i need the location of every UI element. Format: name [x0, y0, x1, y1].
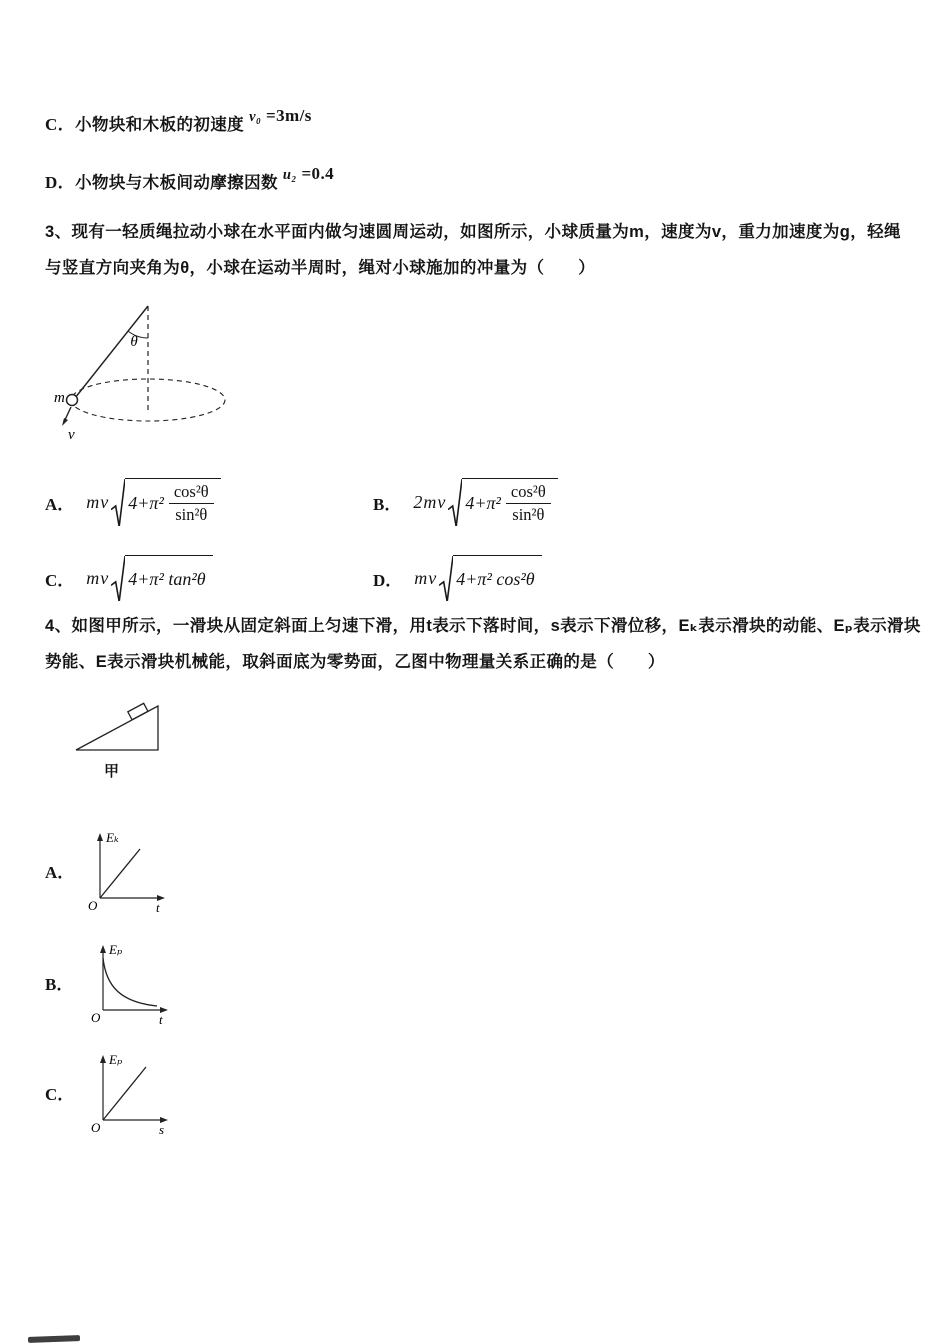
graph-a-ylabel: Eₖ: [106, 830, 119, 845]
question-4-line-2: 势能、E表示滑块机械能，取斜面底为零势面，乙图中物理量关系正确的是（ ）: [45, 653, 665, 671]
square-root: [448, 478, 557, 527]
option-c-text: 小物块和木板的初速度: [75, 116, 245, 134]
v0-value: =3m/s: [261, 106, 312, 125]
radicand-text: 4+π² tan²θ: [128, 568, 206, 589]
radicand-text: 4+π² cos²θ: [456, 568, 535, 589]
graph-b-xlabel: t: [159, 1012, 163, 1027]
graph-b-ep-vs-t: [83, 940, 178, 1032]
scan-artifact-mark: [28, 1335, 80, 1343]
fraction-numerator: cos²θ: [169, 482, 214, 504]
fraction-numerator: cos²θ: [506, 482, 551, 504]
fraction-denominator: sin²θ: [512, 504, 545, 524]
option-d-label: D．: [45, 173, 76, 192]
fraction: [169, 482, 214, 525]
q3-option-c: [45, 562, 213, 594]
option-b-formula: [413, 478, 557, 527]
option-c-label: C．: [45, 115, 76, 134]
graph-b-ylabel: Eₚ: [109, 942, 123, 957]
string-line: [75, 306, 148, 398]
incline-caption: 甲: [104, 763, 120, 780]
pendulum-diagram: [48, 294, 288, 454]
square-root: [111, 555, 212, 602]
option-c-formula: [249, 107, 312, 125]
fraction: [506, 482, 551, 525]
radical-sign: [111, 555, 125, 602]
graph-c-ep-vs-s: [83, 1050, 178, 1142]
formula-prefix: mv: [86, 567, 110, 588]
option-d-formula: [283, 165, 334, 183]
incline-diagram: [70, 696, 165, 756]
graph-a-origin: O: [88, 898, 98, 913]
ep-decay-curve: [103, 958, 157, 1006]
q3-option-b: [373, 472, 558, 532]
theta-label: θ: [130, 334, 138, 350]
y-axis-arrowhead: [97, 833, 103, 841]
radicand-text: 4+π²: [128, 492, 164, 513]
mass-label: m: [54, 390, 65, 406]
q4-option-c-label: C．: [45, 1085, 75, 1104]
q2-option-d: [45, 164, 334, 196]
square-root: [111, 478, 220, 527]
question-3-line-2: 与竖直方向夹角为θ，小球在运动半周时，绳对小球施加的冲量为（ ）: [45, 259, 596, 277]
mu2-symbol: u₂: [282, 167, 297, 183]
v0-symbol: v₀: [249, 109, 262, 125]
mu2-value: =0.4: [296, 164, 334, 183]
velocity-label: v: [68, 427, 75, 443]
formula-prefix: mv: [86, 491, 110, 512]
option-c-formula: [86, 555, 212, 602]
radical-sign: [448, 478, 462, 527]
option-a-label: A．: [45, 494, 75, 514]
square-root: [439, 555, 541, 602]
radical-sign: [111, 478, 125, 527]
graph-c-origin: O: [91, 1120, 101, 1135]
y-axis-arrowhead: [100, 945, 106, 953]
q4-option-b-label: B．: [45, 975, 74, 994]
graph-a-ek-vs-t: [80, 828, 175, 920]
graph-a-xlabel: t: [156, 900, 160, 915]
q3-option-d: [373, 562, 542, 594]
option-d-text: 小物块与木板间动摩擦因数: [75, 174, 278, 192]
formula-prefix: 2mv: [413, 491, 447, 512]
formula-prefix: mv: [414, 567, 438, 588]
question-3-line-1: 3、现有一轻质绳拉动小球在水平面内做匀速圆周运动，如图所示，小球质量为m，速度为v，重力加速度为g，轻绳: [45, 223, 901, 241]
q3-option-a: [45, 472, 221, 532]
q4-option-a-label: A．: [45, 863, 75, 882]
question-4-line-1: 4、如图甲所示，一滑块从固定斜面上匀速下滑，用t表示下落时间，s表示下滑位移，Eₖ表示滑块的动能、Eₚ表示滑块: [45, 617, 921, 635]
ek-linear-curve: [100, 849, 140, 898]
ball: [67, 395, 78, 406]
graph-c-ylabel: Eₚ: [109, 1052, 123, 1067]
slider-block: [128, 703, 148, 719]
graph-c-xlabel: s: [159, 1122, 165, 1137]
q2-option-c: [45, 106, 312, 138]
option-b-label: B．: [373, 494, 402, 514]
option-d-formula: [414, 555, 541, 602]
option-c-label: C．: [45, 570, 75, 590]
radical-sign: [439, 555, 453, 602]
y-axis-arrowhead: [100, 1055, 106, 1063]
ep-linear-curve: [103, 1067, 146, 1120]
option-a-formula: [86, 478, 220, 527]
graph-b-origin: O: [91, 1010, 101, 1025]
option-d-label: D．: [373, 570, 403, 590]
velocity-arrowhead: [62, 418, 68, 426]
fraction-denominator: sin²θ: [175, 504, 208, 524]
radicand-text: 4+π²: [465, 492, 501, 513]
